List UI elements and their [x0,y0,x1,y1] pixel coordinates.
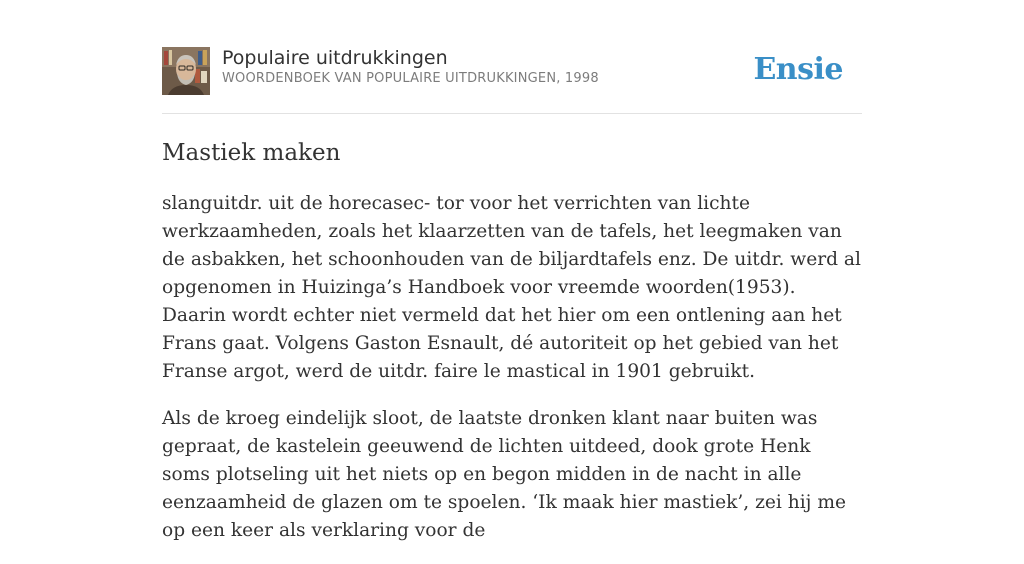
page-container [162,0,862,541]
entry-paragraph: Als de kroeg eindelijk sloot, de laatste dronken klant naar buiten was gepraat, de kastelein geeuwend de lichten uitdeed, dook grote Henk soms plotseling uit het niets op en begon midden in de nacht in alle eenzaamheid de glazen om te spoelen. ‘Ik maak hier mastiek’, zei hij me op een keer als verklaring voor de [162,408,846,541]
author-avatar[interactable] [162,47,210,95]
entry-paragraph: slanguitdr. uit de horecasec- tor voor het verrichten van lichte werkzaamheden, zoals het klaarzetten van de tafels, het leegmaken van de asbakken, het schoonhouden van de biljardtafels enz. De uitdr. werd al opgenomen in Huizinga’s Handboek voor vreemde woorden(1953). Daarin wordt echter niet vermeld dat het hier om een ontlening aan het Frans gaat. Volgens Gaston Esnault, dé autoriteit op het gebied van het Franse argot, werd de uitdr. faire le mastical in 1901 gebruikt. [162,193,861,382]
entry-body [162,190,862,564]
source-subtitle: WOORDENBOEK VAN POPULAIRE UITDRUKKINGEN, 1998 [222,71,599,86]
ensie-logo[interactable]: Ensie [753,52,843,87]
author-portrait-icon [162,47,210,95]
source-title[interactable]: Populaire uitdrukkingen [222,47,448,69]
source-header [162,0,862,114]
source-info [222,46,599,86]
entry-title: Mastiek maken [162,140,341,166]
